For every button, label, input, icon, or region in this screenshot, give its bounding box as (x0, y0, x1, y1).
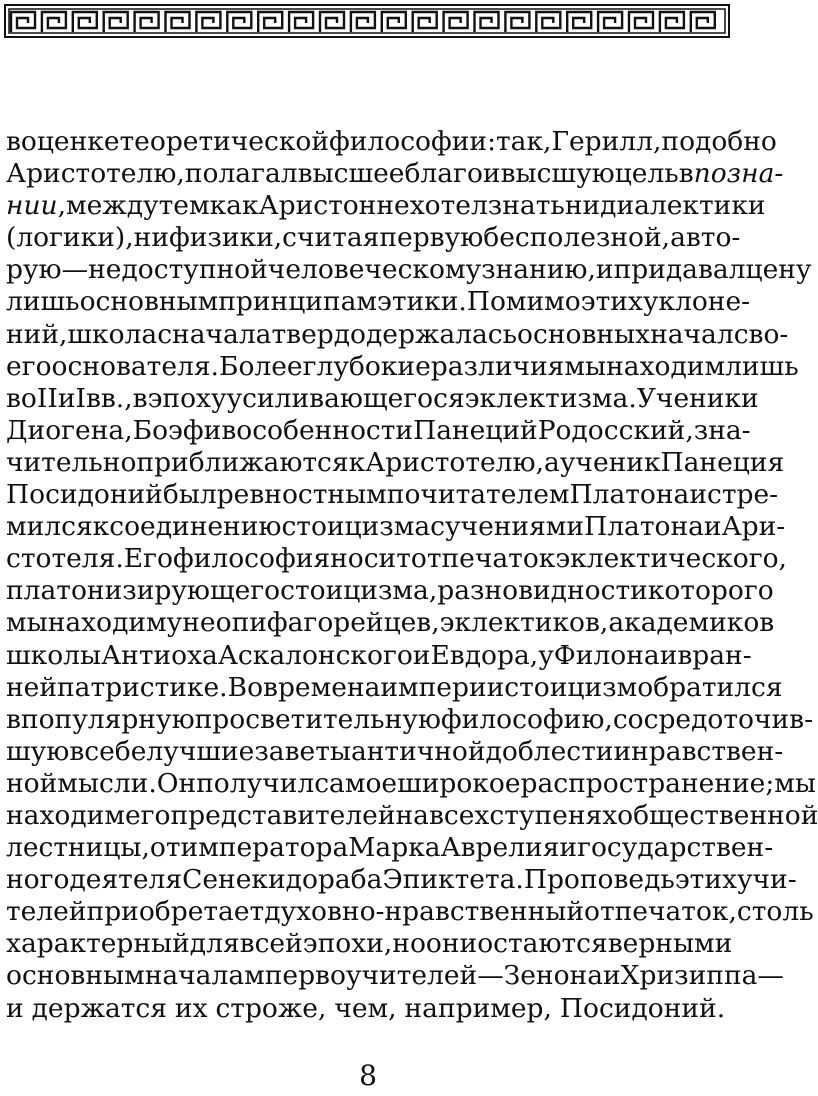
word: — (477, 960, 504, 992)
word: Антиоха (101, 639, 218, 671)
text-line (6, 639, 752, 672)
word: их (174, 992, 208, 1024)
word: раба (317, 864, 383, 896)
meander-unit (166, 12, 190, 32)
meander-unit (11, 12, 35, 32)
word: платонизирующего (6, 575, 281, 607)
meander-unit (104, 12, 128, 32)
text-line (6, 575, 774, 607)
word: доблести (485, 735, 614, 767)
word: и (703, 511, 722, 543)
word: например, (404, 992, 552, 1024)
word: стоицизма, (280, 575, 438, 607)
word: тем (158, 190, 210, 222)
meander-unit (42, 12, 66, 32)
word: широкое (397, 767, 521, 799)
meander-unit (691, 12, 715, 32)
word: обратился (637, 671, 783, 703)
word: ни (564, 190, 601, 222)
text-line (6, 158, 784, 190)
text-line (6, 928, 733, 960)
word: ного (6, 864, 70, 896)
word: Посидоний. (559, 992, 726, 1024)
meander-unit (196, 12, 220, 32)
word: Платона (584, 511, 704, 543)
word: особенности (236, 414, 414, 446)
word: основателя. (51, 350, 219, 382)
word: позна- (693, 158, 784, 190)
text-line (6, 607, 775, 639)
word: твердо (271, 318, 366, 350)
body-text (6, 126, 818, 1025)
meander-unit (382, 12, 406, 32)
word: ран- (692, 639, 752, 671)
word: его (124, 799, 171, 831)
text-line (6, 446, 785, 479)
word: благо (404, 158, 483, 190)
text-line (6, 896, 814, 928)
word: стре- (707, 479, 779, 511)
word: высшее (297, 158, 405, 190)
word: эпохи, (302, 928, 393, 960)
word: чительно (6, 446, 137, 478)
word: но (392, 928, 426, 960)
word: от (149, 832, 181, 864)
word: Во (227, 671, 264, 703)
word: Аристотелю, (6, 158, 185, 190)
word: этих (674, 864, 737, 896)
word: в (69, 735, 85, 767)
word: мысли. (57, 767, 157, 799)
word: распространение; (520, 767, 775, 799)
word: они (425, 928, 478, 960)
word: самое (314, 767, 398, 799)
word: школы (6, 639, 102, 671)
word: разновидности (437, 575, 648, 607)
word: ревностным (216, 479, 387, 511)
word: империи (380, 671, 505, 703)
word: мы (564, 350, 607, 382)
word: себе (84, 735, 147, 767)
word: в (6, 126, 21, 157)
word: верными (607, 928, 733, 960)
word: у (166, 607, 183, 639)
word: был (162, 479, 217, 511)
word: Аристон (258, 190, 377, 222)
word: ний, (6, 318, 68, 350)
word: представителей (170, 799, 396, 831)
meander-unit (660, 12, 684, 32)
word: стоицизм (504, 671, 638, 703)
word: и (613, 735, 632, 767)
word: цену (745, 254, 812, 286)
word: Проповедь (523, 864, 675, 896)
word: ступенях (489, 799, 618, 831)
text-line (6, 350, 799, 383)
word: философия (172, 543, 331, 575)
word: Аристотелю, (365, 446, 545, 478)
word: с (430, 511, 445, 543)
word: между (66, 190, 159, 222)
word: лестницы, (6, 832, 150, 864)
word: и (559, 832, 578, 864)
word: Евдора, (430, 639, 539, 671)
word: сво- (733, 318, 789, 350)
word: в (677, 639, 693, 671)
text-line (6, 543, 787, 575)
text-line (6, 286, 751, 318)
word: у (538, 639, 554, 671)
word: основных (517, 318, 651, 350)
word: к (92, 511, 110, 543)
word: академиков (608, 607, 775, 639)
meander-unit (475, 12, 499, 32)
text-line (6, 703, 814, 736)
word: лишь (725, 350, 799, 382)
text-line (6, 254, 812, 286)
word: усиливающегося (226, 382, 465, 414)
word: а (670, 222, 686, 254)
word: вто- (685, 222, 741, 254)
word: чем, (334, 992, 397, 1024)
word: Марка (348, 832, 441, 864)
word: полагал (184, 158, 298, 190)
word: Панеция (660, 446, 785, 478)
meander-unit (135, 12, 159, 32)
word: и (412, 639, 431, 671)
text-line (6, 126, 777, 158)
word: ученик (559, 446, 661, 478)
text-line (6, 767, 816, 800)
word: I (75, 382, 86, 414)
word: Посидоний (6, 479, 163, 511)
word: бесполезной, (483, 222, 671, 254)
text-line (6, 960, 784, 992)
word: Аврелия (440, 832, 560, 864)
text-line (6, 735, 784, 768)
word: придавал (613, 254, 746, 286)
word: Помимо (466, 286, 581, 318)
word: до (285, 864, 318, 896)
word: философию, (440, 703, 613, 735)
word: и (659, 639, 678, 671)
word: неопифагорейцев, (182, 607, 440, 639)
word: учи- (736, 864, 797, 896)
word: принципам (218, 286, 377, 318)
page-number: 8 (359, 1059, 377, 1092)
text-line (6, 799, 818, 832)
meander-unit (598, 12, 622, 32)
word: вв., (85, 382, 133, 414)
word: в (6, 703, 21, 735)
word: для (189, 928, 240, 960)
word: держатся (31, 992, 167, 1024)
text-line (6, 479, 779, 511)
word: мился (6, 511, 93, 543)
word: Платона (569, 479, 690, 511)
word: Панеций (413, 414, 538, 446)
meander-unit (629, 12, 653, 32)
word: Хризиппа (620, 960, 758, 992)
word: приобретает (86, 896, 265, 928)
word: эклектиков, (439, 607, 609, 639)
word: к (348, 446, 366, 478)
word: деятеля (69, 864, 183, 896)
word: — (757, 960, 784, 992)
word: остаются (477, 928, 608, 960)
meander-unit (289, 12, 313, 32)
word: и (482, 158, 501, 190)
word: стотеля. (6, 543, 124, 575)
word: Ари- (721, 511, 786, 543)
word: Зенона (503, 960, 603, 992)
word: Он (156, 767, 197, 799)
word: ной (6, 767, 58, 799)
word: Более (218, 350, 303, 382)
word: хотел (409, 190, 488, 222)
word: первую (379, 222, 484, 254)
word: популярную (20, 703, 195, 735)
word: отпечаток (410, 543, 556, 575)
word: Эпиктета. (382, 864, 524, 896)
word: — (61, 254, 89, 286)
word: столь (736, 896, 814, 928)
word: держалась (365, 318, 518, 350)
word: Диогена, (6, 414, 133, 446)
word: школа (67, 318, 158, 350)
word: считая (282, 222, 380, 254)
word: и (6, 992, 24, 1024)
word: получил (196, 767, 315, 799)
text-line (6, 318, 789, 351)
text-line (6, 190, 766, 222)
word: II (36, 382, 58, 414)
word: сосредоточив- (612, 703, 814, 735)
word: зна- (693, 414, 751, 446)
word: различия (430, 350, 565, 382)
word: заветы (254, 735, 351, 767)
word: человеческому (267, 254, 482, 286)
text-line (6, 382, 759, 415)
word: нии, (6, 190, 67, 222)
word: физики, (169, 222, 283, 254)
text-line (6, 832, 774, 864)
meander-unit (227, 12, 251, 32)
word: недоступной (88, 254, 268, 286)
word: лишь (6, 286, 80, 318)
word: как (209, 190, 259, 222)
word: на (395, 799, 429, 831)
word: (логики), (6, 222, 134, 254)
word: в (132, 382, 148, 414)
meander-unit (536, 12, 560, 32)
word: Родосский, (537, 414, 694, 446)
word: соединению (109, 511, 282, 543)
word: мы (6, 607, 48, 639)
word: теоретической (119, 126, 330, 157)
word: не (376, 190, 410, 222)
meander-unit (444, 12, 468, 32)
text-line (6, 864, 797, 896)
word: его (6, 350, 52, 382)
word: эклектизма. (464, 382, 637, 414)
meander-unit (73, 12, 97, 32)
word: знанию, (481, 254, 596, 286)
meander-unit (413, 12, 437, 32)
word: нравствен- (631, 735, 784, 767)
word: духовно-нравственный (264, 896, 585, 928)
word: так, (496, 126, 552, 157)
text-line (6, 222, 741, 254)
word: времена (263, 671, 381, 703)
word: этики. (377, 286, 467, 318)
word: мы (774, 767, 816, 799)
word: и (603, 960, 621, 992)
word: всей (239, 928, 303, 960)
word: которого (647, 575, 774, 607)
word: государствен- (577, 832, 774, 864)
text-line (6, 511, 786, 543)
word: общественной (617, 799, 818, 831)
word: философии: (329, 126, 496, 157)
word: начал (650, 318, 734, 350)
word: телей (6, 896, 87, 928)
word: а (544, 446, 560, 478)
word: во (6, 382, 37, 414)
word: патристике. (57, 671, 228, 703)
word: строже, (215, 992, 327, 1024)
word: и (203, 414, 222, 446)
word: находим (47, 607, 167, 639)
word: первоучителей (264, 960, 478, 992)
word: этих (580, 286, 643, 318)
word: Герилл, (551, 126, 662, 157)
word: приближаются (136, 446, 349, 478)
word: находим (6, 799, 125, 831)
word: просветительную (194, 703, 441, 735)
word: в (678, 158, 694, 190)
meander-unit (505, 12, 529, 32)
word: лучшие (146, 735, 255, 767)
word: всех (428, 799, 490, 831)
meander-unit (567, 12, 591, 32)
word: цель (614, 158, 679, 190)
word: Боэф (132, 414, 204, 446)
word: эпоху (147, 382, 227, 414)
word: императора (180, 832, 349, 864)
word: диалектики (600, 190, 766, 222)
word: Его (123, 543, 173, 575)
word: уклоне- (642, 286, 751, 318)
word: античной (350, 735, 486, 767)
text-line (6, 414, 751, 447)
word: ни (133, 222, 169, 254)
word: сначала (157, 318, 272, 350)
word: Филона (553, 639, 660, 671)
word: глубокие (302, 350, 431, 382)
word: рую (6, 254, 62, 286)
word: и (57, 382, 76, 414)
word: Ученики (636, 382, 759, 414)
meander-unit (320, 12, 344, 32)
word: и (595, 254, 614, 286)
word: почитателем (386, 479, 570, 511)
greek-key-border (4, 4, 730, 38)
word: и (689, 479, 708, 511)
word: оценке (20, 126, 120, 157)
word: подобно (661, 126, 777, 157)
word: основным (79, 286, 219, 318)
word: стоицизма (281, 511, 431, 543)
word: основным (6, 960, 145, 992)
word: высшую (500, 158, 615, 190)
word: отпечаток, (584, 896, 737, 928)
word: находим (606, 350, 726, 382)
meander-unit (351, 12, 375, 32)
word: эклектического, (555, 543, 787, 575)
word: началам (144, 960, 265, 992)
word: шую (6, 735, 70, 767)
word: Аскалонского (217, 639, 413, 671)
text-line (6, 993, 730, 1025)
text-line (6, 671, 783, 704)
word: характерный (6, 928, 190, 960)
meander-unit (258, 12, 282, 32)
word: знать (487, 190, 565, 222)
word: носит (330, 543, 411, 575)
word: ней (6, 671, 58, 703)
word: учениями (444, 511, 585, 543)
word: Сенеки (182, 864, 286, 896)
word: в (221, 414, 237, 446)
